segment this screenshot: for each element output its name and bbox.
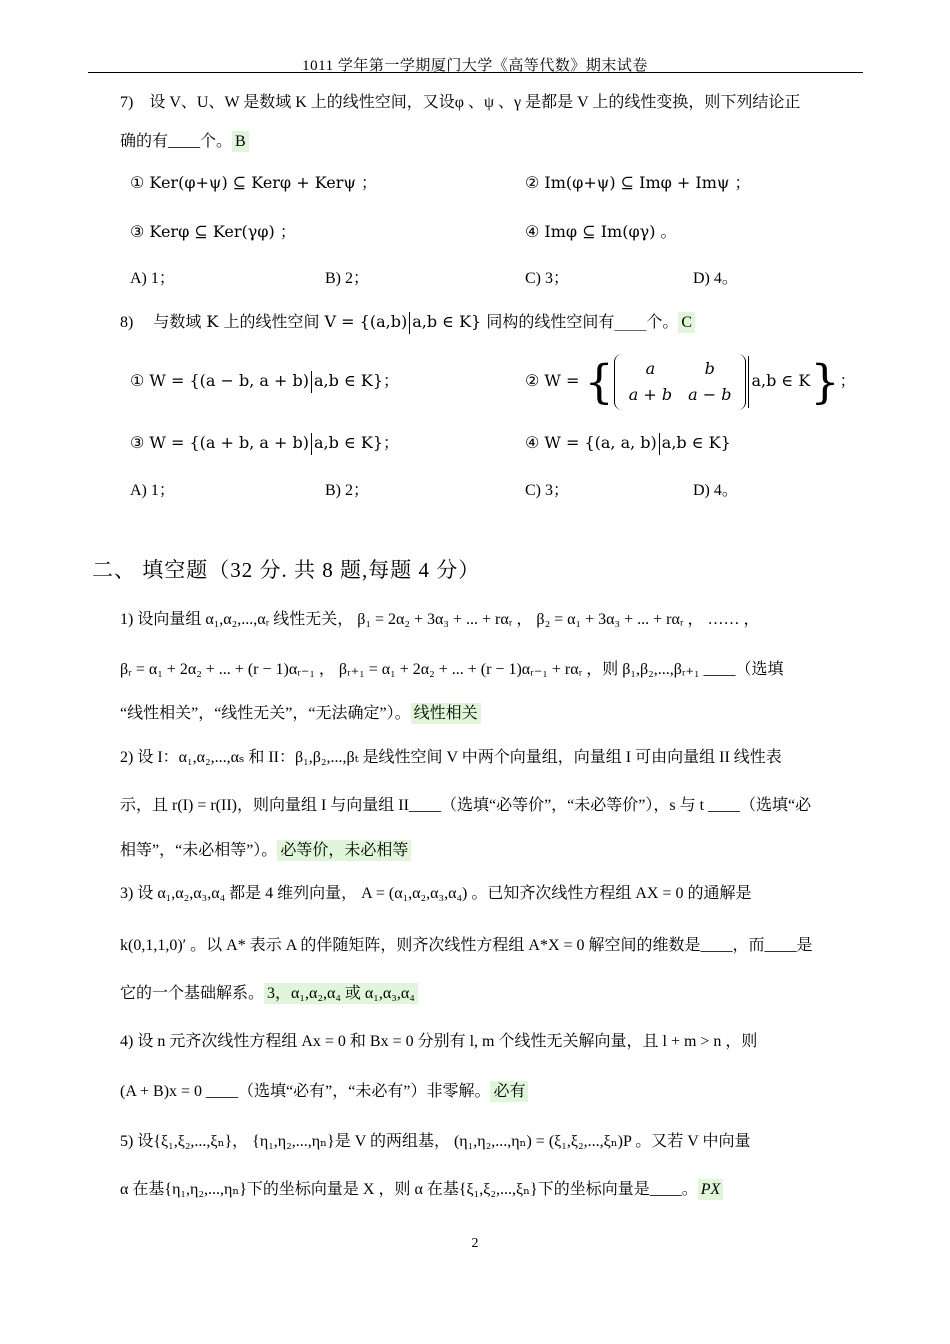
matrix-cell: a + b [628,384,673,404]
q7-choice-c: C) 3； [525,270,570,287]
f2-line3 [120,840,411,862]
f1-answer: 线性相关 [411,703,481,724]
q8-item1-b: a,b ∈ K}； [314,371,400,390]
f3-answer: 3，α₁,α₂,α₄ 或 α₁,α₃,α₄ [264,983,418,1004]
set-bar [748,356,749,408]
q8-item3-a: ③ W = {(a + b, a + b) [130,433,310,452]
q7-stem-text2: 确的有____个。 [120,133,233,150]
q7-item-1: ① Ker(φ+ψ) ⊆ Kerφ + Kerψ ； [130,173,377,192]
section-2-heading: 二、 填空题（32 分. 共 8 题,每题 4 分） [92,558,481,582]
q8-stem-a: 与数域 K 上的线性空间 V = {(a,b) [153,312,408,331]
set-bar [311,371,312,393]
f5-line1: 5) 设{ξ₁,ξ₂,...,ξₙ}， {η₁,η₂,...,ηₙ}是 V 的两组基， (η₁,η₂,...,ηₙ) = (ξ₁,ξ₂,...,ξₙ)P 。又若 V 中向量 [120,1133,751,1150]
q8-item2-suffix: a,b ∈ K [751,371,811,390]
q7-number: 7) [120,94,134,111]
set-bar [409,312,410,334]
left-brace: { [584,354,614,409]
q8-item-3 [130,432,399,455]
f4-answer: 必有 [490,1081,528,1102]
matrix-cell: a − b [688,384,732,404]
q8-item3-b: a,b ∈ K}； [314,433,400,452]
q8-item4-a: ④ W = {(a, a, b) [525,433,657,452]
q8-answer: C [678,312,695,333]
q7-choice-d: D) 4。 [693,270,738,287]
q7-answer: B [232,131,249,152]
q7-item-2: ② Im(φ+ψ) ⊆ Imφ + Imψ ； [525,173,751,192]
f2-line3-text: 相等”，“未必相等”）。 [120,842,278,859]
right-brace: } [810,354,840,409]
q8-item-4 [525,432,731,455]
q8-item4-b: a,b ∈ K} [661,433,731,452]
matrix-cell: a [645,358,656,378]
f5-line2 [120,1179,723,1201]
f5-answer: PX [698,1179,724,1200]
q8-choice-d: D) 4。 [693,482,738,499]
f3-line3 [120,983,418,1005]
set-bar [659,433,660,455]
q8-item2-matrix [614,354,747,410]
q7-stem-line2 [120,131,249,153]
q8-choice-b: B) 2； [325,482,370,499]
q7-choice-a: A) 1； [130,270,175,287]
f4-line2 [120,1081,528,1103]
q8-item-1 [130,370,399,393]
page-number: 2 [471,1236,479,1251]
f5-line2-text: α 在基{η₁,η₂,...,ηₙ}下的坐标向量是 X ，则 α 在基{ξ₁,ξ₂,...,ξₙ}下的坐标向量是____。 [120,1181,698,1198]
q8-stem [120,311,695,334]
f3-line2: k(0,1,1,0)′ 。以 A* 表示 A 的伴随矩阵，则齐次线性方程组 A*X = 0 解空间的维数是____，而____是 [120,937,813,954]
f4-line1: 4) 设 n 元齐次线性方程组 Ax = 0 和 Bx = 0 分别有 l, m 个线性无关解向量，且 l + m > n ，则 [120,1033,758,1050]
matrix-cell: b [704,358,715,378]
q7-stem-line1 [120,92,800,114]
f2-line1: 2) 设 I：α₁,α₂,...,αₛ 和 II：β₁,β₂,...,βₜ 是线性空间 V 中两个向量组，向量组 I 可由向量组 II 线性表 [120,749,782,766]
q8-item1-a: ① W = {(a − b, a + b) [130,371,310,390]
f1-line1: 1) 设向量组 α₁,α₂,...,αᵣ 线性无关， β₁ = 2α₂ + 3α₃ + ... + rαᵣ ， β₂ = α₁ + 3α₃ + ... + rαᵣ ， …… ， [120,611,760,628]
f1-line3-text: “线性相关”，“线性无关”，“无法确定”）。 [120,705,411,722]
f3-line1: 3) 设 α₁,α₂,α₃,α₄ 都是 4 维列向量， A = (α₁,α₂,α₃,α₄) 。已知齐次线性方程组 AX = 0 的通解是 [120,885,752,902]
f1-line3 [120,703,481,725]
set-bar [311,433,312,455]
f2-line2: 示，且 r(I) = r(II)，则向量组 I 与向量组 II____（选填“必等价”，“未必等价”），s 与 t ____（选填“必 [120,797,812,814]
q8-choice-c: C) 3； [525,482,570,499]
header-rule [88,72,863,73]
q8-item-2: ② W = { a b a + b a − b a,b ∈ K}； [525,354,856,409]
f1-line2: βᵣ = α₁ + 2α₂ + ... + (r − 1)αᵣ₋₁ ， βᵣ₊₁ = α₁ + 2α₂ + ... + (r − 1)αᵣ₋₁ + rαᵣ ，则 β₁,β₂,...,βᵣ₊₁ ____（选填 [120,661,784,678]
q7-item-4: ④ Imφ ⊆ Im(φγ) 。 [525,222,677,241]
q8-stem-b: a,b ∈ K} 同构的线性空间有____个。 [412,312,679,331]
f4-line2-text: (A + B)x = 0 ____（选填“必有”，“未必有”）非零解。 [120,1083,491,1100]
f2-answer: 必等价，未必相等 [277,840,411,861]
f3-line3-text: 它的一个基础解系。 [120,985,265,1002]
page-header-title: 1011 学年第一学期厦门大学《高等代数》期末试卷 [302,58,648,74]
q8-number: 8) [120,314,134,331]
q8-choice-a: A) 1； [130,482,175,499]
q7-choice-b: B) 2； [325,270,370,287]
q7-item-3: ③ Kerφ ⊆ Ker(γφ) ； [130,222,296,241]
q7-stem-text: 设 V、U、W 是数域 K 上的线性空间，又设φ 、ψ 、γ 是都是 V 上的线性变换，则下列结论正 [149,94,801,111]
q8-item2-prefix: ② W = [525,371,580,390]
